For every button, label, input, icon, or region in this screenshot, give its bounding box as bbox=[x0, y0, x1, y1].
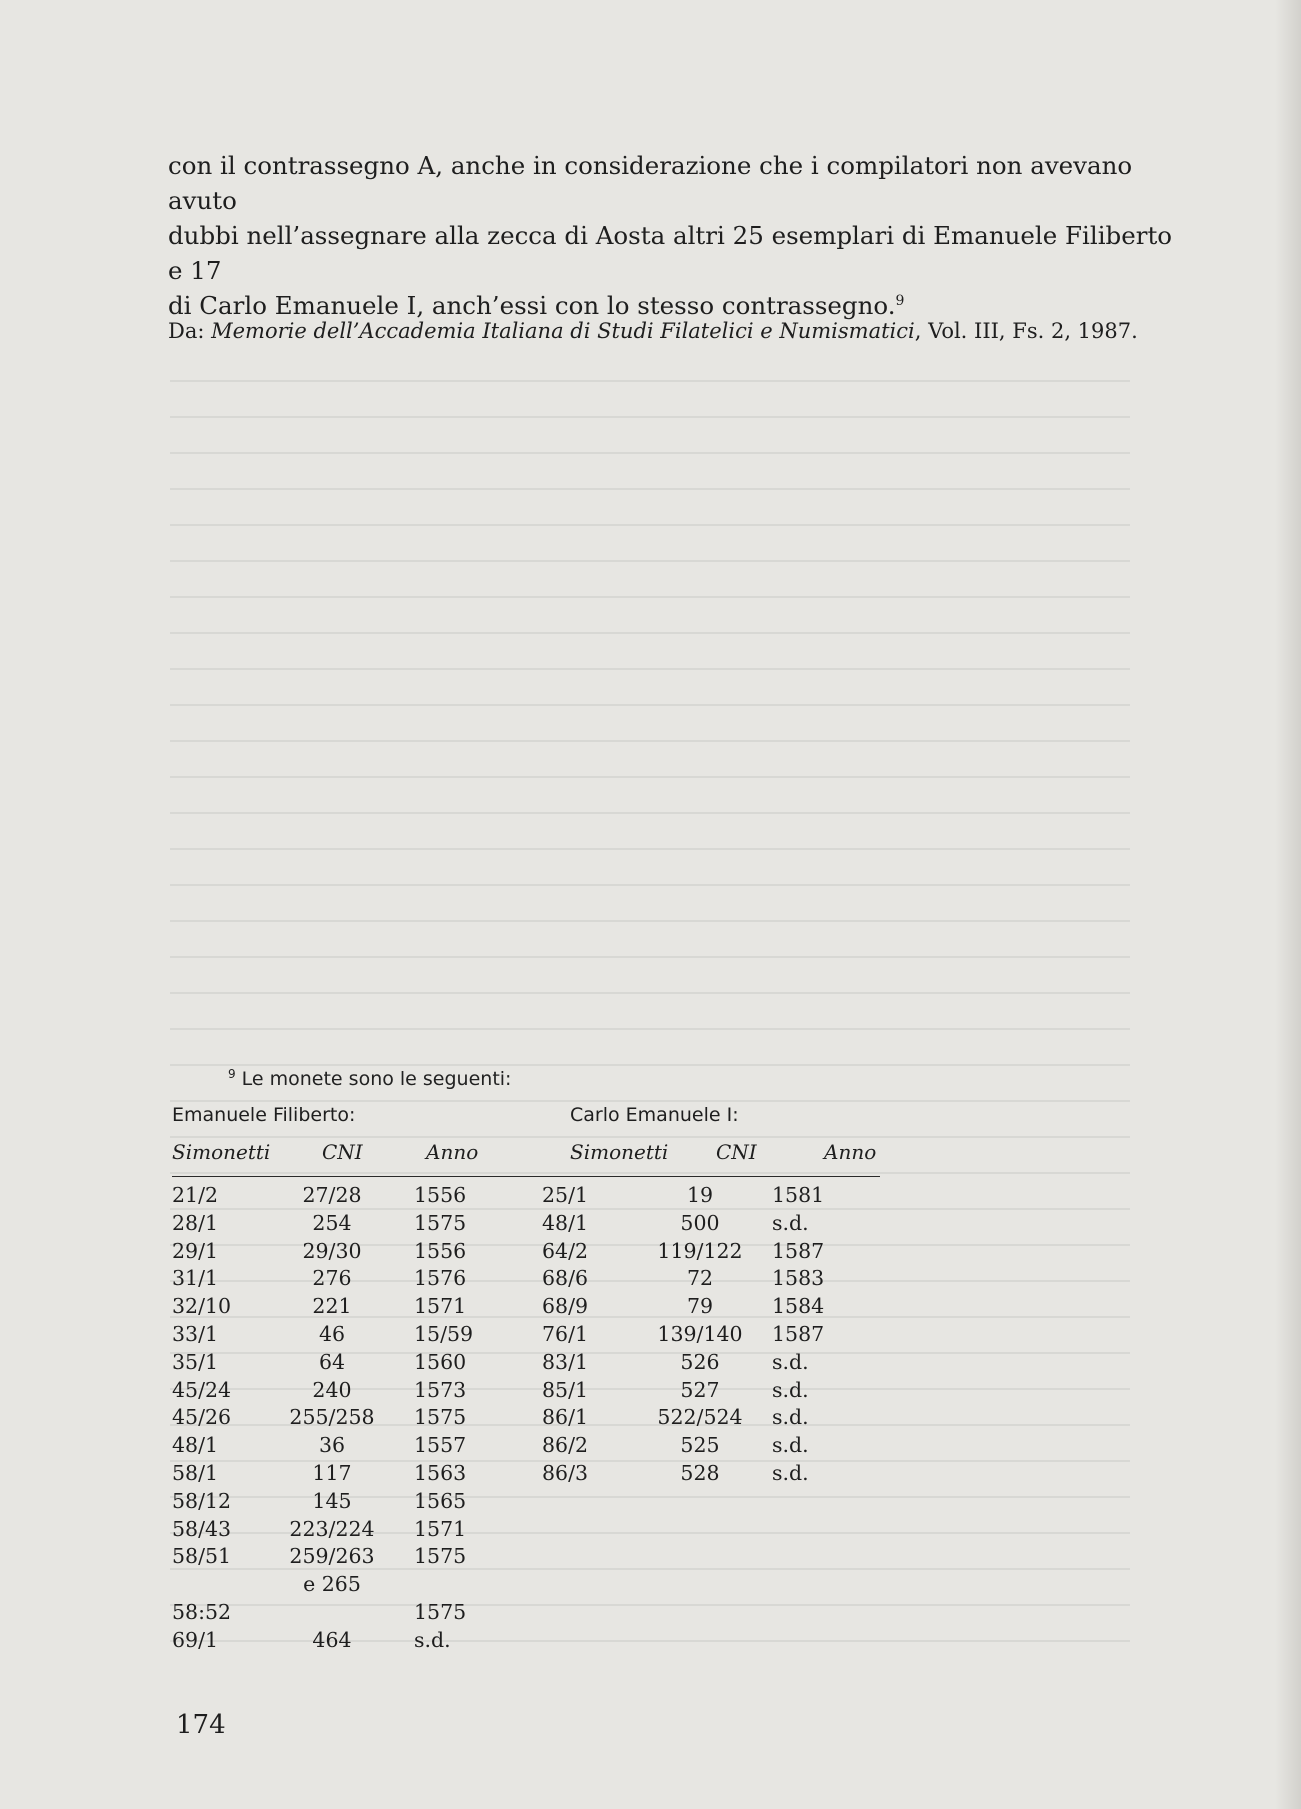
table-cell: 64/2 bbox=[542, 1238, 589, 1263]
source-details: , Vol. III, Fs. 2, 1987. bbox=[914, 319, 1138, 343]
table-cell: 464 bbox=[312, 1627, 352, 1652]
table-row bbox=[172, 1378, 852, 1406]
table-cell: 1581 bbox=[772, 1183, 825, 1207]
table-cell: 28/1 bbox=[172, 1210, 219, 1235]
table-cell bbox=[510, 1544, 648, 1572]
table-cell: 86/1 bbox=[542, 1405, 589, 1430]
table-cell: 58:52 bbox=[172, 1599, 232, 1624]
footnote bbox=[170, 1066, 1070, 1092]
table-cell: 29/30 bbox=[302, 1238, 362, 1263]
table-cell: s.d. bbox=[772, 1210, 809, 1235]
table-cell: 1557 bbox=[414, 1433, 467, 1458]
table-cell: 255/258 bbox=[289, 1405, 375, 1430]
table-cell: 25/1 bbox=[542, 1183, 589, 1207]
table-cell bbox=[280, 1600, 384, 1628]
table-cell: 45/24 bbox=[172, 1377, 232, 1402]
body-line: con il contrassegno A, anche in considerazione che i compilatori non avevano avuto bbox=[168, 151, 1133, 215]
table-cell: 76/1 bbox=[542, 1321, 589, 1346]
coin-list bbox=[172, 1183, 852, 1656]
table-cell: 259/263 bbox=[289, 1544, 375, 1569]
table-cell: 526 bbox=[680, 1349, 720, 1374]
table-cell bbox=[510, 1489, 648, 1517]
table-cell: 69/1 bbox=[172, 1627, 219, 1652]
table-cell: 33/1 bbox=[172, 1321, 219, 1346]
table-row bbox=[172, 1183, 852, 1211]
header-anno: Anno bbox=[426, 1140, 479, 1164]
body-line bbox=[168, 218, 1188, 288]
table-row bbox=[172, 1461, 852, 1489]
header-cni: CNI bbox=[322, 1140, 363, 1164]
table-row bbox=[172, 1405, 852, 1433]
table-cell bbox=[384, 1572, 510, 1600]
table-cell: 1565 bbox=[414, 1488, 467, 1513]
header-rule bbox=[172, 1176, 880, 1177]
table-cell: s.d. bbox=[772, 1433, 809, 1458]
table-cell: s.d. bbox=[414, 1627, 451, 1652]
table-cell: 500 bbox=[680, 1210, 720, 1235]
table-row bbox=[172, 1239, 852, 1267]
table-cell bbox=[752, 1600, 852, 1628]
table-cell: 254 bbox=[312, 1210, 352, 1235]
table-cell: s.d. bbox=[772, 1349, 809, 1374]
table-cell bbox=[648, 1517, 752, 1545]
table-cell: 79 bbox=[686, 1294, 714, 1319]
table-cell: 15/59 bbox=[414, 1321, 474, 1346]
table-cell: 58/43 bbox=[172, 1516, 232, 1541]
table-cell: s.d. bbox=[772, 1460, 809, 1485]
table-row bbox=[172, 1266, 852, 1294]
table-cell: 36 bbox=[318, 1433, 346, 1458]
table-cell: 86/3 bbox=[542, 1460, 589, 1485]
table-cell: 276 bbox=[312, 1266, 352, 1291]
coin-table bbox=[172, 1104, 912, 1656]
table-cell: 48/1 bbox=[542, 1210, 589, 1235]
footnote-number: 9 bbox=[228, 1066, 236, 1081]
table-cell: 1556 bbox=[414, 1238, 467, 1263]
table-cell: 1575 bbox=[414, 1405, 467, 1430]
table-cell: 86/2 bbox=[542, 1433, 589, 1458]
table-row bbox=[172, 1572, 852, 1600]
table-row bbox=[172, 1433, 852, 1461]
table-cell: 64 bbox=[318, 1349, 346, 1374]
table-cell: 21/2 bbox=[172, 1183, 219, 1207]
column-headers bbox=[172, 1140, 912, 1174]
table-row bbox=[172, 1211, 852, 1239]
table-cell: 1560 bbox=[414, 1349, 467, 1374]
table-cell bbox=[172, 1572, 280, 1600]
table-cell: 1587 bbox=[772, 1321, 825, 1346]
table-cell: 139/140 bbox=[657, 1321, 743, 1346]
table-row bbox=[172, 1628, 852, 1656]
table-cell: 35/1 bbox=[172, 1349, 219, 1374]
table-row bbox=[172, 1294, 852, 1322]
body-paragraph bbox=[168, 148, 1188, 323]
source-citation bbox=[168, 316, 1188, 346]
table-cell: 1571 bbox=[414, 1294, 467, 1319]
table-row bbox=[172, 1489, 852, 1517]
group-title-carlo-emanuele: Carlo Emanuele I: bbox=[570, 1104, 739, 1126]
table-cell: 85/1 bbox=[542, 1377, 589, 1402]
table-cell: 68/6 bbox=[542, 1266, 589, 1291]
body-line-text: di Carlo Emanuele I, anch’essi con lo stesso contrassegno. bbox=[168, 291, 896, 320]
table-cell: 1575 bbox=[414, 1210, 467, 1235]
table-cell: 1571 bbox=[414, 1516, 467, 1541]
table-row bbox=[172, 1517, 852, 1545]
table-cell bbox=[510, 1600, 648, 1628]
table-cell: 58/51 bbox=[172, 1544, 232, 1569]
table-cell: 527 bbox=[680, 1377, 720, 1402]
header-simonetti: Simonetti bbox=[172, 1140, 271, 1164]
table-cell bbox=[752, 1628, 852, 1656]
table-row bbox=[172, 1600, 852, 1628]
table-cell: e 265 bbox=[303, 1572, 361, 1597]
table-cell: 145 bbox=[312, 1488, 352, 1513]
source-title: Memorie dell’Accademia Italiana di Studi Filatelici e Numismatici bbox=[211, 319, 915, 343]
table-cell: 1556 bbox=[414, 1183, 467, 1207]
table-cell: 29/1 bbox=[172, 1238, 219, 1263]
table-cell: 31/1 bbox=[172, 1266, 219, 1291]
table-cell bbox=[752, 1544, 852, 1572]
table-cell: 32/10 bbox=[172, 1294, 232, 1319]
table-cell: 117 bbox=[312, 1460, 352, 1485]
table-row bbox=[172, 1322, 852, 1350]
table-cell bbox=[648, 1489, 752, 1517]
table-cell: 1584 bbox=[772, 1294, 825, 1319]
table-cell bbox=[752, 1517, 852, 1545]
table-cell: 1576 bbox=[414, 1266, 467, 1291]
table-cell bbox=[510, 1517, 648, 1545]
table-cell: 1583 bbox=[772, 1266, 825, 1291]
table-cell bbox=[752, 1572, 852, 1600]
group-title-emanuele-filiberto: Emanuele Filiberto: bbox=[172, 1104, 356, 1126]
page-edge-shadow bbox=[1275, 0, 1301, 1809]
table-cell: 528 bbox=[680, 1460, 720, 1485]
table-cell: 58/12 bbox=[172, 1488, 232, 1513]
table-cell: 1573 bbox=[414, 1377, 467, 1402]
header-cni: CNI bbox=[716, 1140, 757, 1164]
table-cell bbox=[648, 1572, 752, 1600]
table-cell bbox=[510, 1628, 648, 1656]
table-row bbox=[172, 1350, 852, 1378]
source-prefix: Da: bbox=[168, 319, 212, 343]
table-cell: 45/26 bbox=[172, 1405, 232, 1430]
table-cell: 1587 bbox=[772, 1238, 825, 1263]
table-cell: 48/1 bbox=[172, 1433, 219, 1458]
table-cell: 83/1 bbox=[542, 1349, 589, 1374]
table-cell: s.d. bbox=[772, 1405, 809, 1430]
table-cell: s.d. bbox=[772, 1377, 809, 1402]
table-cell bbox=[648, 1600, 752, 1628]
footnote-text: Le monete sono le seguenti: bbox=[241, 1068, 512, 1090]
table-cell: 19 bbox=[686, 1183, 714, 1207]
table-cell: 58/1 bbox=[172, 1460, 219, 1485]
header-simonetti: Simonetti bbox=[570, 1140, 669, 1164]
table-cell: 1575 bbox=[414, 1544, 467, 1569]
header-anno: Anno bbox=[824, 1140, 877, 1164]
table-cell: 119/122 bbox=[657, 1238, 743, 1263]
table-cell: 1575 bbox=[414, 1599, 467, 1624]
table-cell: 522/524 bbox=[657, 1405, 743, 1430]
table-cell: 223/224 bbox=[289, 1516, 375, 1541]
page-number: 174 bbox=[176, 1710, 226, 1740]
table-cell: 221 bbox=[312, 1294, 352, 1319]
table-cell: 46 bbox=[318, 1321, 346, 1346]
table-cell: 240 bbox=[312, 1377, 352, 1402]
body-line-text: dubbi nell’assegnare alla zecca di Aosta altri 25 esemplari di Emanuele Filiberto e 17 bbox=[168, 221, 1173, 285]
table-cell: 525 bbox=[680, 1433, 720, 1458]
group-titles bbox=[172, 1104, 912, 1134]
footnote-reference: 9 bbox=[895, 292, 905, 309]
table-cell: 1563 bbox=[414, 1460, 467, 1485]
table-row bbox=[172, 1544, 852, 1572]
table-cell bbox=[510, 1572, 648, 1600]
table-cell: 72 bbox=[686, 1266, 714, 1291]
table-cell bbox=[752, 1489, 852, 1517]
table-cell: 27/28 bbox=[302, 1183, 362, 1207]
table-cell: 68/9 bbox=[542, 1294, 589, 1319]
table-cell bbox=[648, 1544, 752, 1572]
table-cell bbox=[648, 1628, 752, 1656]
